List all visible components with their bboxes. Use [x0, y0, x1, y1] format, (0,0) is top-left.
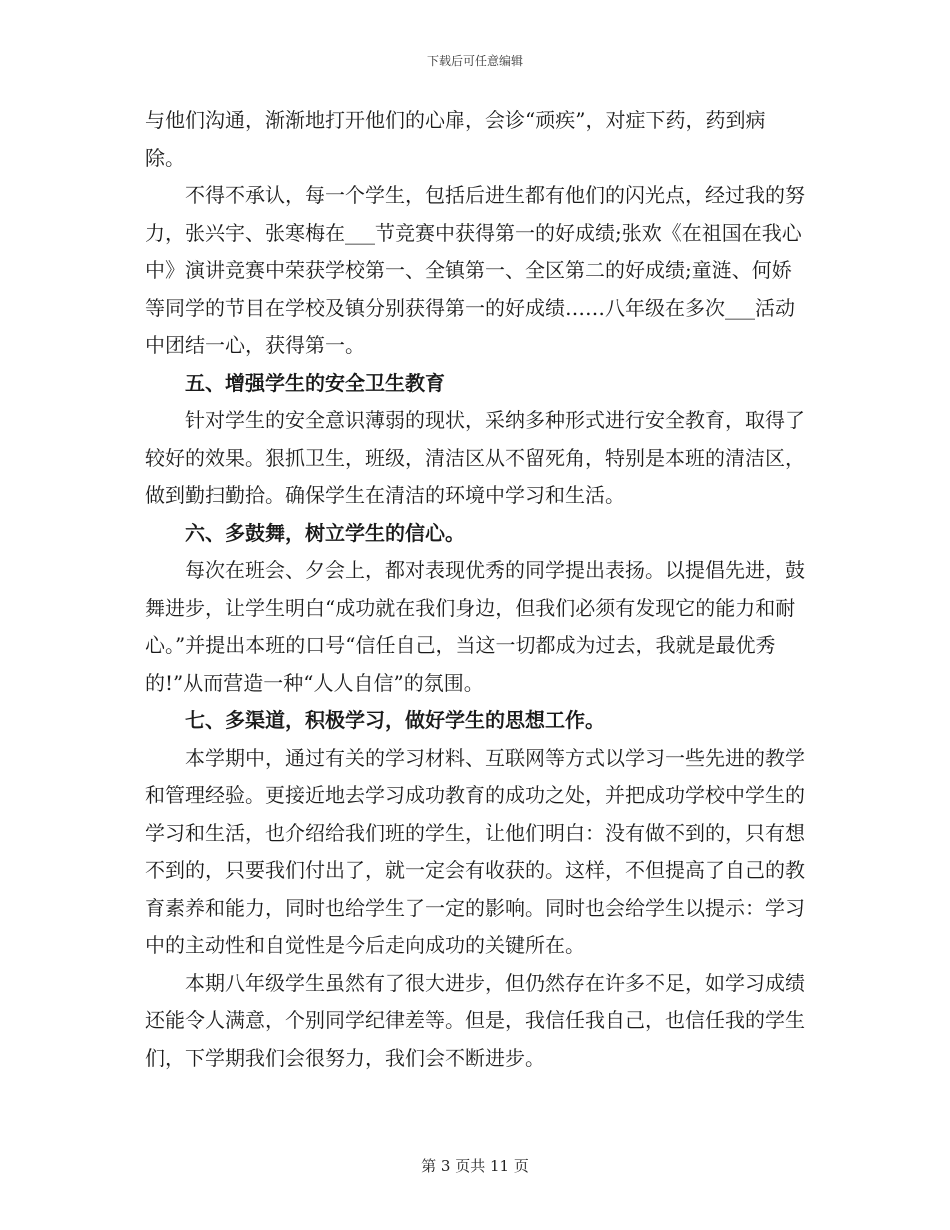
document-body: [145, 102, 805, 1077]
paragraph: 每次在班会、夕会上，都对表现优秀的同学提出表扬。以提倡先进，鼓舞进步，让学生明白“成功就在我们身边，但我们必须有发现它的能力和耐心。”并提出本班的口号“信任自己，当这一切都成为过去，我就是最优秀的!”从而营造一种“人人自信”的氛围。: [145, 558, 805, 695]
page-footer: 第 3 页共 11 页: [421, 1157, 529, 1175]
section-heading: 五、增强学生的安全卫生教育: [185, 370, 445, 395]
paragraph: 不得不承认，每一个学生，包括后进生都有他们的闪光点，经过我的努力，张兴宇、张寒梅在___节竞赛中获得第一的好成绩;张欢《在祖国在我心中》演讲竞赛中荣获学校第一、全镇第一、全区第二的好成绩;童涟、何娇等同学的节目在学校及镇分别获得第一的好成绩……八年级在多次___活动中团结一心，获得第一。: [145, 183, 805, 357]
section-heading: 七、多渠道，积极学习，做好学生的思想工作。: [185, 708, 605, 732]
paragraph: 本学期中，通过有关的学习材料、互联网等方式以学习一些先进的教学和管理经验。更接近地去学习成功教育的成功之处，并把成功学校中学生的学习和生活，也介绍给我们班的学生，让他们明白：没有做不到的，只有想不到的，只要我们付出了，就一定会有收获的。这样，不但提高了自己的教育素养和能力，同时也给学生了一定的影响。同时也会给学生以提示：学习中的主动性和自觉性是今后走向成功的关键所在。: [145, 745, 805, 957]
page-header: 下载后可任意编辑: [426, 54, 523, 68]
paragraph: 与他们沟通，渐渐地打开他们的心扉，会诊“顽疾”，对症下药，药到病除。: [145, 108, 766, 170]
paragraph: 本期八年级学生虽然有了很大进步，但仍然存在许多不足，如学习成绩还能令人满意，个别同学纪律差等。但是，我信任我自己，也信任我的学生们，下学期我们会很努力，我们会不断进步。: [145, 970, 805, 1070]
paragraph: 针对学生的安全意识薄弱的现状，采纳多种形式进行安全教育，取得了较好的效果。狠抓卫生，班级，清洁区从不留死角，特别是本班的清洁区，做到勤扫勤拾。确保学生在清洁的环境中学习和生活。: [145, 408, 805, 507]
section-heading: 六、多鼓舞，树立学生的信心。: [185, 520, 465, 545]
